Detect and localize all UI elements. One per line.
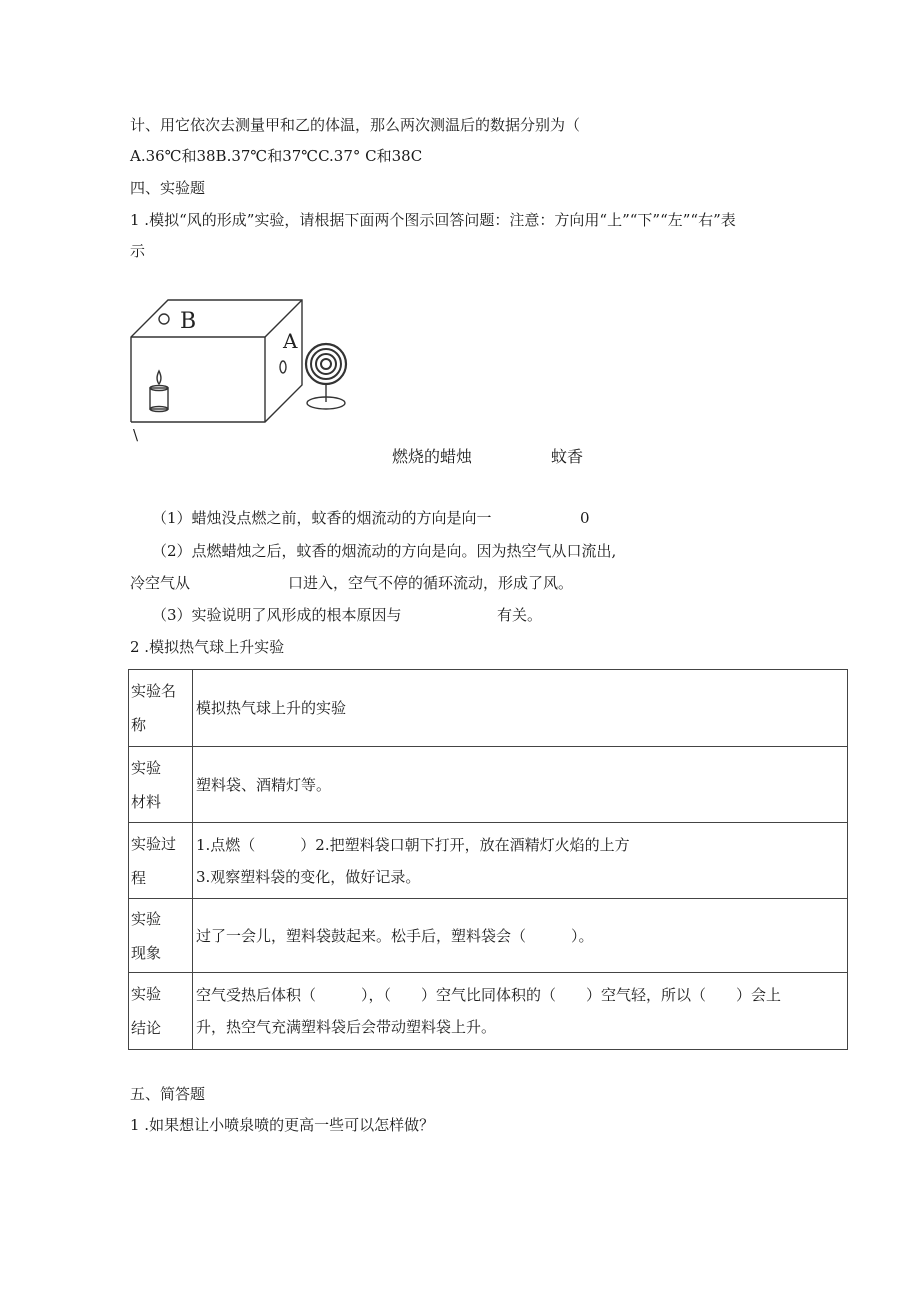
wind-experiment-figure	[128, 292, 364, 440]
table-row	[129, 973, 848, 1050]
stray-mark: \	[133, 426, 139, 444]
experiment-table	[128, 669, 848, 1050]
row-value: 模拟热气球上升的实验	[193, 670, 848, 747]
table-row	[129, 747, 848, 823]
incense-coil-icon	[306, 344, 346, 384]
short-answer-question-1: 1 .如果想让小喷泉喷的更高一些可以怎样做？	[130, 1116, 435, 1134]
row-header: 实验名称	[129, 670, 193, 747]
question-1-stem: 1 .模拟“风的形成”实验，请根据下面两个图示回答问题：注意：方向用“上”“下”“左”“右”表	[130, 211, 736, 229]
sub-question-2: （2）点燃蜡烛之后，蚊香的烟流动的方向是向。因为热空气从口流出,	[152, 542, 617, 560]
sub-question-3: （3）实验说明了风形成的根本原因与	[152, 606, 402, 624]
box-outline	[131, 300, 302, 422]
sub-question-2-end: 口进入，空气不停的循环流动，形成了风。	[288, 574, 574, 592]
sub-question-2-start: 冷空气从	[130, 574, 191, 592]
question-1-stem-continued: 示	[130, 242, 146, 260]
row-value: 塑料袋、酒精灯等。	[193, 747, 848, 823]
section-heading: 四、实验题	[130, 179, 206, 197]
caption-candle: 燃烧的蜡烛	[392, 447, 473, 466]
row-value: 1.点燃（ ）2.把塑料袋口朝下打开，放在酒精灯火焰的上方 3.观察塑料袋的变化，做好记录。	[193, 823, 848, 899]
box-candle-incense-illustration	[128, 292, 364, 440]
row-value: 过了一会儿，塑料袋鼓起来。松手后，塑料袋会（ ）。	[193, 899, 848, 973]
row-header: 实验 材料	[129, 747, 193, 823]
row-header: 实验 现象	[129, 899, 193, 973]
section-heading: 五、简答题	[130, 1085, 206, 1103]
hole-label-a: A	[283, 329, 298, 353]
sub-question-3-end: 有关。	[497, 606, 543, 624]
flame-icon	[157, 371, 161, 384]
answer-options: A.36℃和38B.37℃和37℃C.37° C和38C	[130, 147, 423, 165]
hole-label-b: B	[180, 309, 197, 334]
table-row	[129, 670, 848, 747]
row-header: 实验 结论	[129, 973, 193, 1050]
table-row	[129, 823, 848, 899]
hole-a	[280, 361, 286, 373]
row-header: 实验过程	[129, 823, 193, 899]
sub-question-1: （1）蜡烛没点燃之前，蚊香的烟流动的方向是向一	[152, 509, 492, 527]
hole-b	[159, 314, 169, 324]
sub-question-1-end: 0	[580, 509, 590, 527]
question-2-stem: 2 .模拟热气球上升实验	[130, 638, 285, 656]
row-value: 空气受热后体积（ ），（ ）空气比同体积的（ ）空气轻，所以（ ）会上 升，热空气充满塑料袋后会带动塑料袋上升。	[193, 973, 848, 1050]
caption-incense: 蚊香	[551, 447, 584, 466]
table-row	[129, 899, 848, 973]
question-text-line: 计、用它依次去测量甲和乙的体温，那么两次测温后的数据分别为（	[130, 116, 581, 134]
